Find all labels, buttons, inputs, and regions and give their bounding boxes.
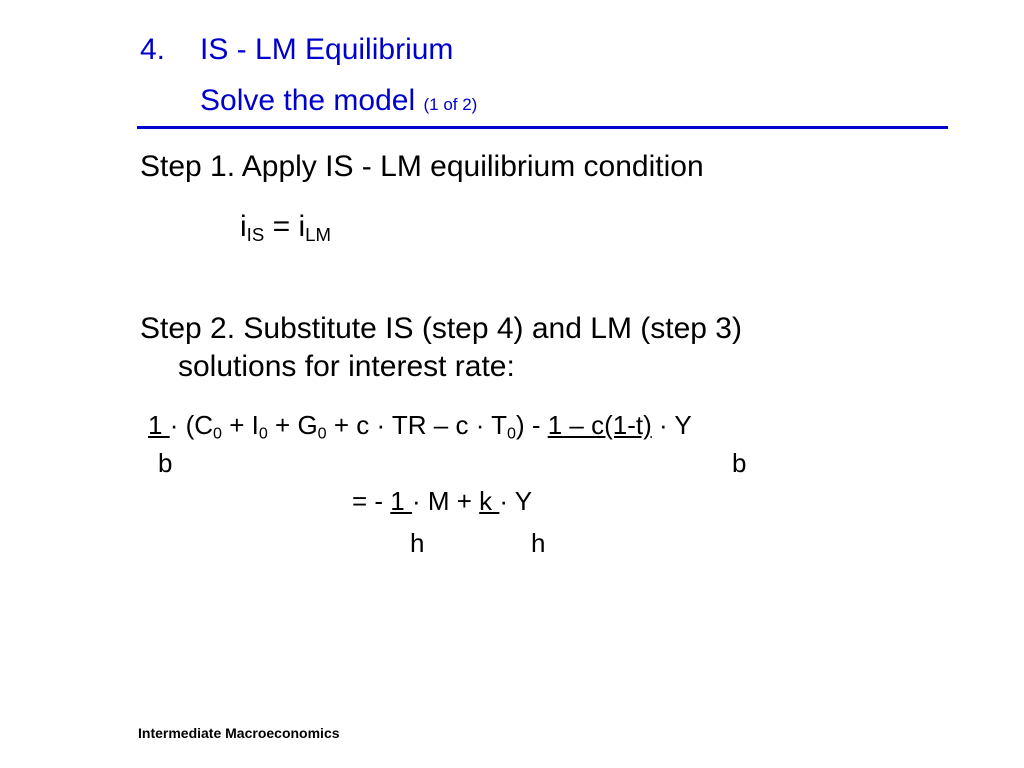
title-line-1: IS - LM Equilibrium: [200, 33, 454, 66]
rhs-mid: · M +: [411, 486, 480, 516]
frac2-denominator: b: [732, 448, 747, 478]
eq-part-b: + I: [221, 410, 259, 440]
step-2-line-2: solutions for interest rate:: [178, 350, 515, 383]
title-line-2-text: Solve the model: [200, 84, 416, 117]
eq-part-e: ) -: [515, 410, 548, 440]
title-number: 4.: [140, 33, 166, 66]
frac1-numerator: 1: [148, 410, 170, 440]
equation-rhs: [352, 486, 532, 516]
rhs-suffix: · Y: [499, 486, 533, 516]
frac4-numerator: k: [479, 486, 500, 516]
eq-part-c: + G: [267, 410, 318, 440]
sub-g0: 0: [317, 424, 327, 443]
eq1-i: i: [240, 210, 247, 243]
title-rule: [137, 126, 948, 129]
equilibrium-condition: [240, 210, 331, 244]
frac1-denominator: b: [158, 448, 173, 478]
step-1-text: Step 1. Apply IS - LM equilibrium condition: [140, 150, 704, 183]
frac2-numerator: 1 – c(1-t): [547, 410, 652, 440]
sub-i0: 0: [258, 424, 268, 443]
eq-part-a: · (C: [169, 410, 214, 440]
frac3-numerator: 1: [390, 486, 412, 516]
equation-lhs: [148, 410, 692, 443]
sub-t0: 0: [507, 424, 516, 443]
eq1-sub-lm: LM: [305, 224, 331, 246]
footer-course-name: Intermediate Macroeconomics: [138, 725, 340, 741]
eq1-mid: = i: [264, 210, 306, 243]
step-2-line-1: Step 2. Substitute IS (step 4) and LM (step 3): [140, 312, 742, 345]
frac3-denominator: h: [410, 528, 425, 558]
eq-part-f: · Y: [651, 410, 692, 440]
frac4-denominator: h: [531, 528, 546, 558]
title-line-2: [200, 84, 477, 122]
rhs-prefix: = -: [352, 486, 391, 516]
eq1-sub-is: IS: [246, 224, 265, 246]
eq-part-d: + c · TR – c · T: [326, 410, 507, 440]
sub-c0: 0: [213, 424, 222, 443]
title-part-note: (1 of 2): [423, 95, 478, 114]
